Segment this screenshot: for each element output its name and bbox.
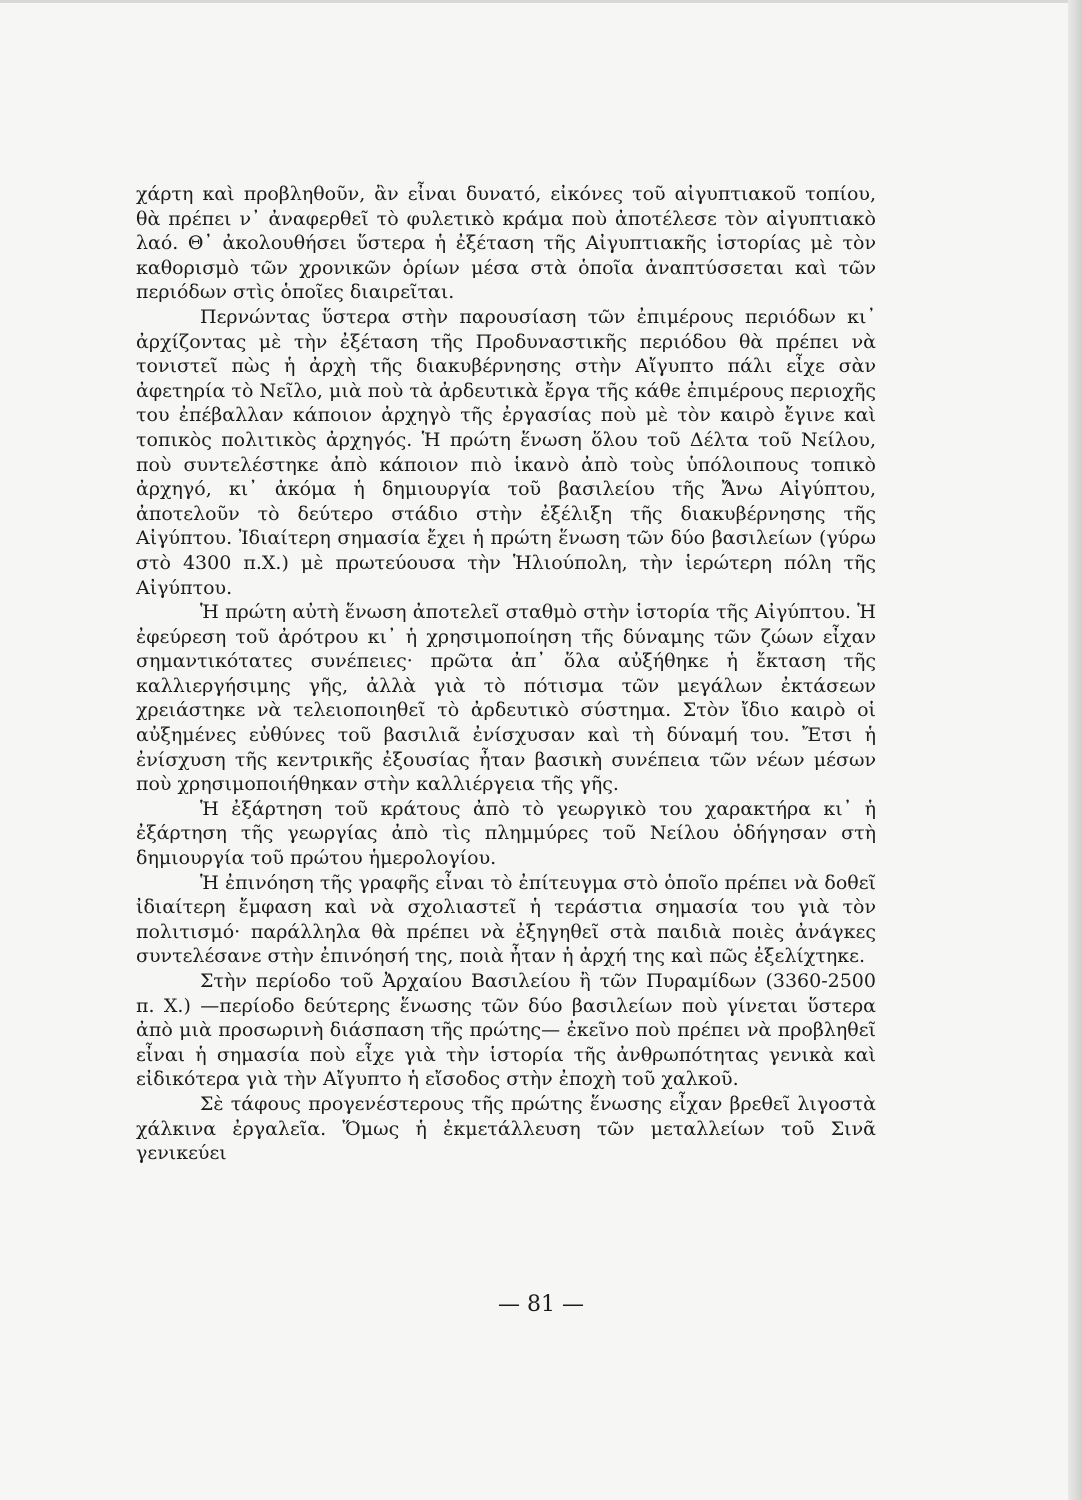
body-text xyxy=(136,182,876,1166)
page-number: — 81 — xyxy=(498,1292,584,1317)
paragraph: Ἡ πρώτη αὐτὴ ἕνωση ἀποτελεῖ σταθμὸ στὴν ἱστορία τῆς Αἰγύπτου. Ἡ ἐφεύρεση τοῦ ἀρότρου κι᾿ ἡ χρησιμοποίηση τῆς δύναμης τῶν ζώων εἶχαν σημαντικότατες συνέπειες· πρῶτα ἀπ᾿ ὅλα αὐξήθηκε ἡ ἔκταση τῆς καλλιεργήσιμης γῆς, ἀλλὰ γιὰ τὸ πότισμα τῶν μεγάλων ἐκτάσεων χρειάστηκε νὰ τελειοποιηθεῖ τὸ ἀρδευτικὸ σύστημα. Στὸν ἴδιο καιρὸ οἱ αὐξημένες εὐθύνες τοῦ βασιλιᾶ ἐνίσχυσαν καὶ τὴ δύναμή του. Ἔτσι ἡ ἐνίσχυση τῆς κεντρικῆς ἐξουσίας ἦταν βασικὴ συνέπεια τῶν νέων μέσων ποὺ χρησιμοποιήθηκαν στὴν καλλιέργεια τῆς γῆς. xyxy=(136,601,876,796)
scan-top-edge xyxy=(0,0,1082,3)
paragraph: Περνώντας ὕστερα στὴν παρουσίαση τῶν ἐπιμέρους περιόδων κι᾿ ἀρχίζοντας μὲ τὴν ἐξέταση τῆς Προδυναστικῆς περιόδου θὰ πρέπει νὰ τονιστεῖ πὼς ἡ ἀρχὴ τῆς διακυβέρνησης στὴν Αἴγυπτο πάλι εἶχε σὰν ἀφετηρία τὸ Νεῖλο, μιὰ ποὺ τὰ ἀρδευτικὰ ἔργα τῆς κάθε ἐπιμέρους περιοχῆς του ἐπέβαλλαν κάποιον ἀρχηγὸ τῆς ἐργασίας ποὺ μὲ τὸν καιρὸ ἔγινε καὶ τοπικὸς πολιτικὸς ἀρχηγός. Ἡ πρώτη ἕνωση ὅλου τοῦ Δέλτα τοῦ Νείλου, ποὺ συντελέστηκε ἀπὸ κάποιον πιὸ ἱκανὸ ἀπὸ τοὺς ὑπόλοιπους τοπικὸ ἀρχηγό, κι᾿ ἀκόμα ἡ δημιουργία τοῦ βασιλείου τῆς Ἄνω Αἰγύπτου, ἀποτελοῦν τὸ δεύτερο στάδιο στὴν ἐξέλιξη τῆς διακυβέρνησης τῆς Αἰγύπτου. Ἰδιαίτερη σημασία ἔχει ἡ πρώτη ἕνωση τῶν δύο βασιλείων (γύρω στὸ 4300 π.Χ.) μὲ πρωτεύουσα τὴν Ἡλιούπολη, τὴν ἱερώτερη πόλη τῆς Αἰγύπτου. xyxy=(136,305,876,599)
paragraph: Σὲ τάφους προγενέστερους τῆς πρώτης ἕνωσης εἶχαν βρεθεῖ λιγοστὰ χάλκινα ἐργαλεῖα. Ὅμως ἡ ἐκμετάλλευση τῶν μεταλλείων τοῦ Σινᾶ γενικεύει xyxy=(136,1092,876,1165)
paragraph: χάρτη καὶ προβληθοῦν, ἂν εἶναι δυνατό, εἰκόνες τοῦ αἰγυπτιακοῦ τοπίου, θὰ πρέπει ν᾿ ἀναφερθεῖ τὸ φυλετικὸ κράμα ποὺ ἀποτέλεσε τὸν αἰγυπτιακὸ λαό. Θ᾿ ἀκολουθήσει ὕστερα ἡ ἐξέταση τῆς Αἰγυπτιακῆς ἱστορίας μὲ τὸν καθορισμὸ τῶν χρονικῶν ὁρίων μέσα στὰ ὁποῖα ἀναπτύσσεται καὶ τῶν περιόδων στὶς ὁποῖες διαιρεῖται. xyxy=(136,183,876,304)
scan-page-edge xyxy=(1068,0,1082,1500)
paragraph: Ἡ ἐξάρτηση τοῦ κράτους ἀπὸ τὸ γεωργικὸ του χαρακτήρα κι᾿ ἡ ἐξάρτηση τῆς γεωργίας ἀπὸ τὶς πλημμύρες τοῦ Νείλου ὁδήγησαν στὴ δημιουργία τοῦ πρώτου ἡμερολογίου. xyxy=(136,797,876,870)
paragraph: Στὴν περίοδο τοῦ Ἀρχαίου Βασιλείου ἢ τῶν Πυραμίδων (3360-2500 π. Χ.) —περίοδο δεύτερης ἕνωσης τῶν δύο βασιλείων ποὺ γίνεται ὕστερα ἀπὸ μιὰ προσωρινὴ διάσπαση τῆς πρώτης— ἐκεῖνο ποὺ πρέπει νὰ προβληθεῖ εἶναι ἡ σημασία ποὺ εἶχε γιὰ τὴν ἱστορία τῆς ἀνθρωπότητας γενικὰ καὶ εἰδικότερα γιὰ τὴν Αἴγυπτο ἡ εἴσοδος στὴν ἐποχὴ τοῦ χαλκοῦ. xyxy=(136,970,876,1091)
paragraph: Ἡ ἐπινόηση τῆς γραφῆς εἶναι τὸ ἐπίτευγμα στὸ ὁποῖο πρέπει νὰ δοθεῖ ἰδιαίτερη ἔμφαση καὶ νὰ σχολιαστεῖ ἡ τεράστια σημασία του γιὰ τὸν πολιτισμό· παράλληλα θὰ πρέπει νὰ ἐξηγηθεῖ στὰ παιδιὰ ποιὲς ἀνάγκες συντελέσανε στὴν ἐπινόησή της, ποιὰ ἦταν ἡ ἀρχή της καὶ πῶς ἐξελίχτηκε. xyxy=(136,871,876,968)
